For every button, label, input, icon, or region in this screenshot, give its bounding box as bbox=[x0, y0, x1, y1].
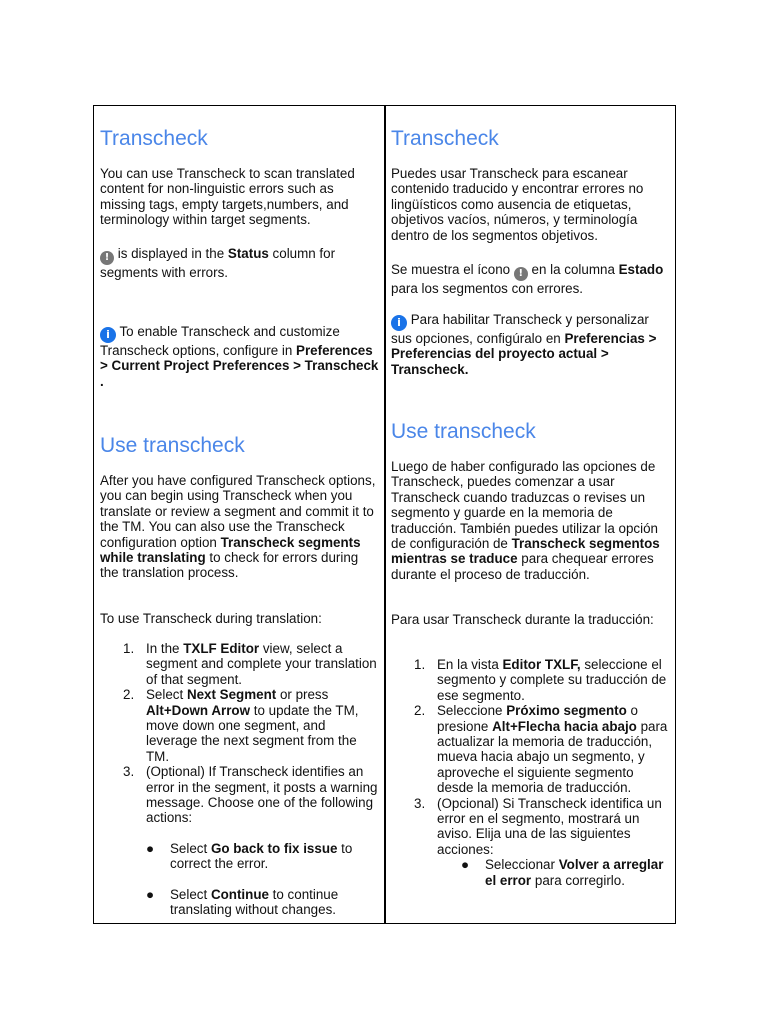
column-divider bbox=[384, 106, 386, 923]
enable-paragraph-en: i To enable Transcheck and customize Transcheck options, configure in Preferences > Current Project Preferences > Transcheck . bbox=[100, 324, 379, 389]
after-paragraph-en: After you have configured Transcheck options, you can begin using Transcheck when you translate or review a segment and commit it to the TM. You can also use the Transcheck configuration option Transcheck segments while translating to check for errors during the translation process. bbox=[100, 473, 376, 581]
steps-list-en bbox=[100, 641, 379, 918]
intro-paragraph-es: Puedes usar Transcheck para escanear contenido traducido y encontrar errores no lingüísticos como ausencia de etiquetas, objetivos vacíos, números, y terminología dentro de los segmentos objetivos. bbox=[391, 166, 644, 243]
heading-use-transcheck-en: Use transcheck bbox=[100, 434, 245, 457]
heading-use-transcheck-es: Use transcheck bbox=[391, 420, 536, 443]
status-paragraph-es: Se muestra el ícono ! en la columna Estado para los segmentos con errores. bbox=[391, 262, 664, 296]
enable-paragraph-es: i Para habilitar Transcheck y personalizar sus opciones, configúralo en Preferencias > Preferencias del proyecto actual > Transcheck. bbox=[391, 312, 657, 377]
steps-list-es bbox=[391, 657, 671, 888]
status-paragraph-en: ! is displayed in the Status column for segments with errors. bbox=[100, 246, 336, 280]
to-use-paragraph-es: Para usar Transcheck durante la traducción: bbox=[391, 612, 654, 627]
list-item: 1. En la vista Editor TXLF, seleccione el segmento y complete su traducción de ese segmento. bbox=[414, 657, 667, 703]
actions-list-en bbox=[146, 841, 379, 918]
heading-transcheck-en: Transcheck bbox=[100, 127, 208, 150]
spanish-column bbox=[391, 106, 671, 923]
warning-icon: ! bbox=[514, 267, 528, 281]
list-item: ● Select Go back to fix issue to correct the error. bbox=[146, 840, 353, 872]
to-use-paragraph-en: To use Transcheck during translation: bbox=[100, 611, 322, 626]
list-item: 2. Seleccione Próximo segmento o presione Alt+Flecha hacia abajo para actualizar la memoria de traducción, mueva hacia abajo un segmento, y aproveche el siguiente segmento desde la memoria de traducción. bbox=[414, 703, 668, 796]
after-paragraph-es: Luego de haber configurado las opciones de Transcheck, puedes comenzar a usar Transcheck cuando traduzcas o revises un segmento y guarde en la memoria de traducción. También puedes utilizar la opción de configuración de Transcheck segmentos mientras se traduce para chequear errores durante el proceso de traducción. bbox=[391, 459, 660, 582]
intro-paragraph-en: You can use Transcheck to scan translated content for non-linguistic errors such as missing tags, empty targets,numbers, and terminology within target segments. bbox=[100, 166, 355, 228]
english-column bbox=[100, 106, 379, 923]
bilingual-table bbox=[93, 105, 676, 924]
list-item: ● Seleccionar Volver a arreglar el error para corregirlo. bbox=[461, 857, 664, 888]
list-item: 1. In the TXLF Editor view, select a segment and complete your translation of that segment. bbox=[123, 641, 377, 687]
actions-list-es bbox=[437, 857, 671, 888]
list-item: 3. (Opcional) Si Transcheck identifica un error en el segmento, mostrará un aviso. Elija una de las siguientes acciones: ● Seleccionar Volver a arreglar el error para corregirlo. bbox=[391, 796, 671, 888]
info-icon: i bbox=[391, 315, 407, 331]
list-item: 2. Select Next Segment or press Alt+Down Arrow to update the TM, move down one segment, and leverage the next segment from the TM. bbox=[123, 687, 359, 764]
info-icon: i bbox=[100, 327, 116, 343]
warning-icon: ! bbox=[100, 251, 114, 265]
heading-transcheck-es: Transcheck bbox=[391, 127, 499, 150]
list-item: ● Select Continue to continue translating without changes. bbox=[146, 886, 339, 918]
list-item: 3. (Optional) If Transcheck identifies an error in the segment, it posts a warning message. Choose one of the following actions: ● Select Go back to fix issue to correct the error. ● Select Continue to continue translating without changes. bbox=[123, 764, 378, 918]
